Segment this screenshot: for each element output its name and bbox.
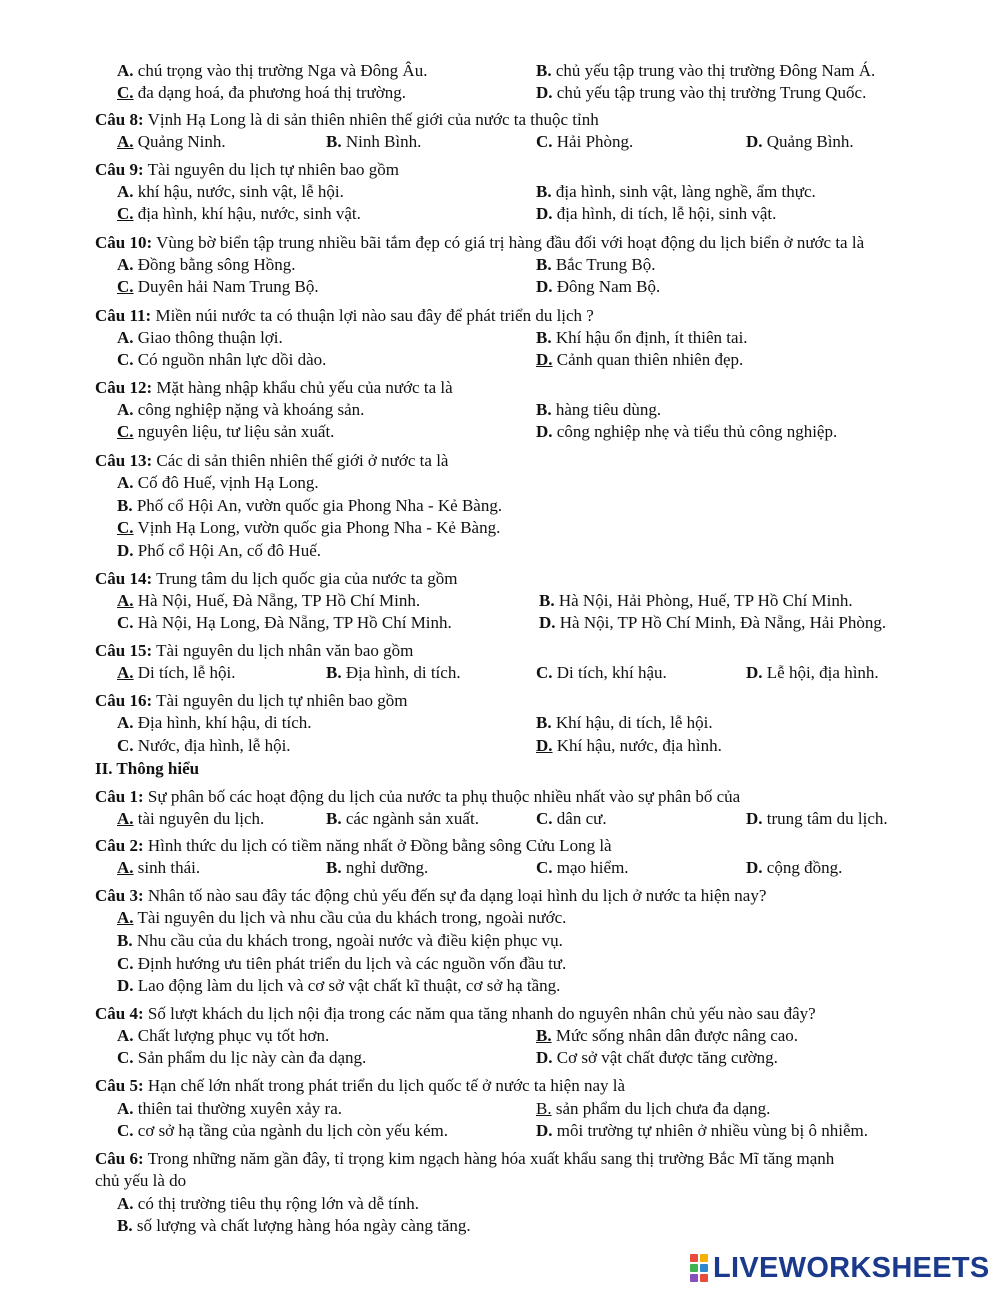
logo-mark-icon [690, 1254, 708, 1282]
s2-q3-stem [95, 885, 766, 907]
option-text: các ngành sản xuất. [341, 809, 479, 828]
option-letter: C. [117, 422, 134, 441]
option-letter: C. [117, 1048, 134, 1067]
option-text: nguyên liệu, tư liệu sản xuất. [133, 422, 335, 441]
q16-option-a[interactable] [117, 712, 312, 734]
q7-option-d[interactable] [536, 82, 866, 104]
q15-stem [95, 640, 413, 662]
option-letter: C. [117, 350, 134, 369]
s2-q6-stem-continued: chủ yếu là do [95, 1171, 187, 1190]
q8-option-c[interactable] [536, 131, 633, 153]
q11-option-a[interactable] [117, 327, 283, 349]
question-text: Hình thức du lịch có tiềm năng nhất ở Đồng bằng sông Cửu Long là [143, 836, 612, 855]
q14-option-b[interactable] [539, 590, 853, 612]
option-letter: C. [536, 663, 553, 682]
option-text: Hà Nội, Hải Phòng, Huế, TP Hồ Chí Minh. [554, 591, 853, 610]
logo-tile [700, 1264, 708, 1272]
option-text: dân cư. [552, 809, 607, 828]
option-letter: B. [536, 1099, 552, 1118]
s2-q3-option-b[interactable] [117, 930, 563, 952]
q16-option-d[interactable] [536, 735, 722, 757]
q7-option-a[interactable] [117, 60, 427, 82]
logo-text: LIVEWORKSHEETS [713, 1251, 990, 1284]
question-label: Câu 9: [95, 160, 144, 179]
option-letter: A. [117, 132, 134, 151]
option-text: Địa hình, di tích. [341, 663, 461, 682]
logo-tile [690, 1274, 698, 1282]
s2-q1-option-b[interactable] [326, 808, 479, 830]
option-letter: C. [117, 1121, 134, 1140]
option-letter: D. [536, 277, 553, 296]
option-text: Khí hậu ổn định, ít thiên tai. [551, 328, 748, 347]
q12-option-d[interactable] [536, 421, 837, 443]
s2-q5-option-b[interactable] [536, 1098, 770, 1120]
option-letter: C. [117, 518, 134, 537]
s2-q5-option-d[interactable] [536, 1120, 868, 1142]
q9-option-b[interactable] [536, 181, 816, 203]
liveworksheets-logo[interactable] [690, 1250, 990, 1286]
option-letter: A. [117, 858, 134, 877]
q7-option-b[interactable] [536, 60, 875, 82]
q8-stem [95, 109, 599, 131]
option-text: Quảng Bình. [762, 132, 854, 151]
option-text: Cơ sở vật chất được tăng cường. [552, 1048, 778, 1067]
option-text: Cảnh quan thiên nhiên đẹp. [552, 350, 744, 369]
option-text: thiên tai thường xuyên xảy ra. [133, 1099, 342, 1118]
option-text: Sản phẩm du lịc này càn đa dạng. [133, 1048, 367, 1067]
logo-tile [700, 1274, 708, 1282]
question-text: Vùng bờ biển tập trung nhiều bãi tắm đẹp có giá trị hàng đầu đối với hoạt động du lịch biển ở nước ta là [152, 233, 865, 252]
option-text: số lượng và chất lượng hàng hóa ngày càng tăng. [132, 1216, 471, 1235]
option-text: địa hình, sinh vật, làng nghề, ẩm thực. [551, 182, 816, 201]
option-letter: B. [536, 255, 552, 274]
question-label: Câu 16: [95, 691, 153, 710]
option-text: cộng đồng. [762, 858, 843, 877]
q12-option-a[interactable] [117, 399, 364, 421]
question-label: Câu 15: [95, 641, 153, 660]
option-letter: B. [326, 663, 342, 682]
s2-q4-stem [95, 1003, 816, 1025]
q11-option-b[interactable] [536, 327, 748, 349]
option-text: Lễ hội, địa hình. [762, 663, 879, 682]
option-text: công nghiệp nhẹ và tiểu thủ công nghiệp. [552, 422, 838, 441]
option-text: Nhu cầu của du khách trong, ngoài nước và điều kiện phục vụ. [132, 931, 563, 950]
option-letter: A. [117, 1194, 134, 1213]
option-text: địa hình, khí hậu, nước, sinh vật. [133, 204, 361, 223]
question-label: Câu 12: [95, 378, 153, 397]
option-text: Hà Nội, Hạ Long, Đà Nẵng, TP Hồ Chí Minh. [133, 613, 452, 632]
logo-tile [700, 1254, 708, 1262]
option-text: chủ yếu tập trung vào thị trường Đông Nam Á. [551, 61, 876, 80]
question-text: Vịnh Hạ Long là di sản thiên nhiên thế giới của nước ta thuộc tỉnh [143, 110, 599, 129]
option-letter: D. [539, 613, 556, 632]
option-letter: B. [117, 1216, 133, 1235]
option-text: Lao động làm du lịch và cơ sở vật chất kĩ thuật, cơ sở hạ tầng. [133, 976, 561, 995]
question-text: Mặt hàng nhập khẩu chủ yếu của nước ta là [152, 378, 453, 397]
logo-tile [690, 1254, 698, 1262]
s2-q2-option-b[interactable] [326, 857, 428, 879]
option-text: tài nguyên du lịch. [133, 809, 265, 828]
option-letter: C. [536, 132, 553, 151]
option-text: Phố cổ Hội An, cố đô Huế. [133, 541, 321, 560]
option-text: Giao thông thuận lợi. [133, 328, 283, 347]
option-text: Quảng Ninh. [133, 132, 226, 151]
option-letter: D. [746, 663, 763, 682]
s2-q5-option-a[interactable] [117, 1098, 342, 1120]
s2-q3-option-c[interactable] [117, 953, 566, 975]
question-text: Miền núi nước ta có thuận lợi nào sau đây để phát triển du lịch ? [151, 306, 594, 325]
question-text: Trung tâm du lịch quốc gia của nước ta gồm [152, 569, 458, 588]
q15-option-b[interactable] [326, 662, 461, 684]
option-letter: A. [117, 400, 134, 419]
question-label: Câu 8: [95, 110, 144, 129]
question-label: Câu 13: [95, 451, 153, 470]
option-letter: A. [117, 255, 134, 274]
section-title: II. Thông hiểu [95, 759, 200, 778]
option-letter: C. [117, 613, 134, 632]
option-letter: C. [117, 736, 134, 755]
option-text: chú trọng vào thị trường Nga và Đông Âu. [133, 61, 428, 80]
option-letter: C. [117, 83, 134, 102]
option-text: Vịnh Hạ Long, vườn quốc gia Phong Nha - Kẻ Bàng. [133, 518, 501, 537]
option-letter: B. [326, 809, 342, 828]
q11-stem [95, 305, 594, 327]
q14-option-c[interactable] [117, 612, 452, 634]
question-text: Tài nguyên du lịch tự nhiên bao gồm [143, 160, 400, 179]
s2-q5-stem [95, 1075, 625, 1097]
option-letter: A. [117, 182, 134, 201]
option-text: nghỉ dưỡng. [341, 858, 429, 877]
option-letter: B. [326, 132, 342, 151]
q13-option-c[interactable] [117, 517, 500, 539]
option-letter: D. [536, 83, 553, 102]
option-text: Di tích, lễ hội. [133, 663, 236, 682]
option-letter: B. [536, 328, 552, 347]
q11-option-d[interactable] [536, 349, 743, 371]
option-text: trung tâm du lịch. [762, 809, 888, 828]
question-label: Câu 6: [95, 1149, 144, 1168]
question-label: Câu 1: [95, 787, 144, 806]
option-text: Duyên hải Nam Trung Bộ. [133, 277, 319, 296]
option-letter: C. [536, 858, 553, 877]
s2-q4-option-a[interactable] [117, 1025, 329, 1047]
q15-option-d[interactable] [746, 662, 879, 684]
q9-option-a[interactable] [117, 181, 344, 203]
option-text: môi trường tự nhiên ở nhiều vùng bị ô nhiễm. [552, 1121, 868, 1140]
option-text: Định hướng ưu tiên phát triển du lịch và các nguồn vốn đầu tư. [133, 954, 567, 973]
s2-q2-option-d[interactable] [746, 857, 842, 879]
option-text: Hà Nội, Huế, Đà Nẵng, TP Hồ Chí Minh. [133, 591, 421, 610]
option-letter: B. [536, 182, 552, 201]
s2-q2-option-a[interactable] [117, 857, 200, 879]
s2-q6-option-b[interactable] [117, 1215, 471, 1237]
s2-q2-stem [95, 835, 612, 857]
q14-stem [95, 568, 457, 590]
question-text: Số lượt khách du lịch nội địa trong các năm qua tăng nhanh do nguyên nhân chủ yếu nào sau đây? [143, 1004, 816, 1023]
s2-q5-option-c[interactable] [117, 1120, 448, 1142]
option-text: khí hậu, nước, sinh vật, lễ hội. [133, 182, 344, 201]
q12-stem [95, 377, 453, 399]
option-text: cơ sở hạ tầng của ngành du lịch còn yếu kém. [133, 1121, 448, 1140]
option-letter: A. [117, 1026, 134, 1045]
q11-option-c[interactable] [117, 349, 326, 371]
q10-option-d[interactable] [536, 276, 660, 298]
option-letter: D. [536, 1121, 553, 1140]
s2-q1-stem [95, 786, 740, 808]
option-letter: B. [536, 713, 552, 732]
option-letter: D. [746, 132, 763, 151]
option-text: Tài nguyên du lịch và nhu cầu của du khách trong, ngoài nước. [133, 908, 567, 927]
option-letter: B. [539, 591, 555, 610]
question-text: Các di sản thiên nhiên thế giới ở nước ta là [152, 451, 449, 470]
q8-option-d[interactable] [746, 131, 854, 153]
option-text: Di tích, khí hậu. [552, 663, 667, 682]
q14-option-d[interactable] [539, 612, 886, 634]
s2-q6-stem [95, 1148, 834, 1170]
s2-q6-option-a[interactable] [117, 1193, 419, 1215]
option-text: Phố cổ Hội An, vườn quốc gia Phong Nha - Kẻ Bàng. [132, 496, 503, 515]
option-letter: A. [117, 713, 134, 732]
q7-option-c[interactable] [117, 82, 406, 104]
option-text: sinh thái. [133, 858, 201, 877]
option-text: Nước, địa hình, lễ hội. [133, 736, 291, 755]
question-text: Nhân tố nào sau đây tác động chủ yếu đến sự đa dạng loại hình du lịch ở nước ta hiện nay? [143, 886, 767, 905]
option-letter: C. [117, 277, 134, 296]
option-text: có thị trường tiêu thụ rộng lớn và dễ tính. [133, 1194, 419, 1213]
logo-tile [690, 1264, 698, 1272]
option-letter: A. [117, 1099, 134, 1118]
option-letter: B. [536, 1026, 552, 1045]
question-label: Câu 14: [95, 569, 153, 588]
option-text: Cố đô Huế, vịnh Hạ Long. [133, 473, 319, 492]
question-label: Câu 10: [95, 233, 153, 252]
option-letter: A. [117, 809, 134, 828]
s2-q3-option-a[interactable] [117, 907, 566, 929]
option-text: hàng tiêu dùng. [551, 400, 662, 419]
q8-option-b[interactable] [326, 131, 421, 153]
option-letter: D. [117, 541, 134, 560]
s2-q1-option-c[interactable] [536, 808, 607, 830]
q15-option-c[interactable] [536, 662, 667, 684]
option-text: Bắc Trung Bộ. [551, 255, 656, 274]
option-letter: A. [117, 908, 134, 927]
s2-q4-option-c[interactable] [117, 1047, 366, 1069]
q10-stem [95, 232, 864, 254]
q13-option-a[interactable] [117, 472, 319, 494]
q15-option-a[interactable] [117, 662, 236, 684]
s2-q1-option-d[interactable] [746, 808, 888, 830]
option-letter: D. [746, 809, 763, 828]
s2-q1-option-a[interactable] [117, 808, 264, 830]
option-text: Mức sống nhân dân được nâng cao. [551, 1026, 799, 1045]
option-letter: D. [536, 204, 553, 223]
option-letter: C. [117, 204, 134, 223]
question-label: Câu 5: [95, 1076, 144, 1095]
question-label: Câu 11: [95, 306, 152, 325]
q16-option-c[interactable] [117, 735, 291, 757]
option-text: Có nguồn nhân lực dồi dào. [133, 350, 327, 369]
option-letter: C. [117, 954, 134, 973]
option-text: Đông Nam Bộ. [552, 277, 661, 296]
q9-stem [95, 159, 399, 181]
q10-option-c[interactable] [117, 276, 319, 298]
option-letter: D. [536, 422, 553, 441]
option-letter: A. [117, 663, 134, 682]
option-text: Hải Phòng. [552, 132, 634, 151]
option-letter: B. [536, 400, 552, 419]
q13-option-b[interactable] [117, 495, 502, 517]
option-letter: B. [117, 931, 133, 950]
question-label: Câu 3: [95, 886, 144, 905]
option-letter: C. [536, 809, 553, 828]
option-text: mạo hiểm. [552, 858, 629, 877]
q8-option-a[interactable] [117, 131, 226, 153]
q16-stem [95, 690, 408, 712]
option-letter: A. [117, 591, 134, 610]
question-label: Câu 2: [95, 836, 144, 855]
option-letter: B. [117, 496, 133, 515]
q13-stem [95, 450, 448, 472]
q13-option-d[interactable] [117, 540, 321, 562]
option-text: Chất lượng phục vụ tốt hơn. [133, 1026, 330, 1045]
option-letter: D. [746, 858, 763, 877]
question-text: Tài nguyên du lịch tự nhiên bao gồm [152, 691, 408, 710]
q14-option-a[interactable] [117, 590, 420, 612]
option-letter: D. [117, 976, 134, 995]
q10-option-a[interactable] [117, 254, 296, 276]
option-letter: D. [536, 736, 553, 755]
q12-option-c[interactable] [117, 421, 334, 443]
option-text: Ninh Bình. [341, 132, 422, 151]
option-text: địa hình, di tích, lễ hội, sinh vật. [552, 204, 777, 223]
s2-q4-option-b[interactable] [536, 1025, 798, 1047]
option-letter: A. [117, 473, 134, 492]
q12-option-b[interactable] [536, 399, 661, 421]
question-text: Trong những năm gần đây, tỉ trọng kim ngạch hàng hóa xuất khẩu sang thị trường Bắc Mĩ tăng mạnh [143, 1149, 835, 1168]
option-text: Khí hậu, nước, địa hình. [552, 736, 722, 755]
option-text: công nghiệp nặng và khoáng sản. [133, 400, 365, 419]
q9-option-d[interactable] [536, 203, 776, 225]
option-letter: A. [117, 328, 134, 347]
option-letter: D. [536, 350, 553, 369]
option-text: Địa hình, khí hậu, di tích. [133, 713, 312, 732]
option-text: Hà Nội, TP Hồ Chí Minh, Đà Nẵng, Hải Phòng. [555, 613, 887, 632]
question-text: Tài nguyên du lịch nhân văn bao gồm [152, 641, 414, 660]
option-letter: A. [117, 61, 134, 80]
question-label: Câu 4: [95, 1004, 144, 1023]
question-text: Hạn chế lớn nhất trong phát triển du lịch quốc tế ở nước ta hiện nay là [143, 1076, 626, 1095]
question-text: Sự phân bố các hoạt động du lịch của nước ta phụ thuộc nhiều nhất vào sự phân bố của [143, 787, 741, 806]
option-letter: B. [536, 61, 552, 80]
s2-q3-option-d[interactable] [117, 975, 560, 997]
q9-option-c[interactable] [117, 203, 361, 225]
s2-q2-option-c[interactable] [536, 857, 629, 879]
q16-option-b[interactable] [536, 712, 713, 734]
option-letter: B. [326, 858, 342, 877]
option-text: Đồng bằng sông Hồng. [133, 255, 296, 274]
option-text: sản phẩm du lịch chưa đa dạng. [551, 1099, 771, 1118]
option-text: đa dạng hoá, đa phương hoá thị trường. [133, 83, 406, 102]
option-letter: D. [536, 1048, 553, 1067]
s2-q4-option-d[interactable] [536, 1047, 778, 1069]
q10-option-b[interactable] [536, 254, 656, 276]
option-text: Khí hậu, di tích, lễ hội. [551, 713, 713, 732]
option-text: chủ yếu tập trung vào thị trường Trung Quốc. [552, 83, 867, 102]
